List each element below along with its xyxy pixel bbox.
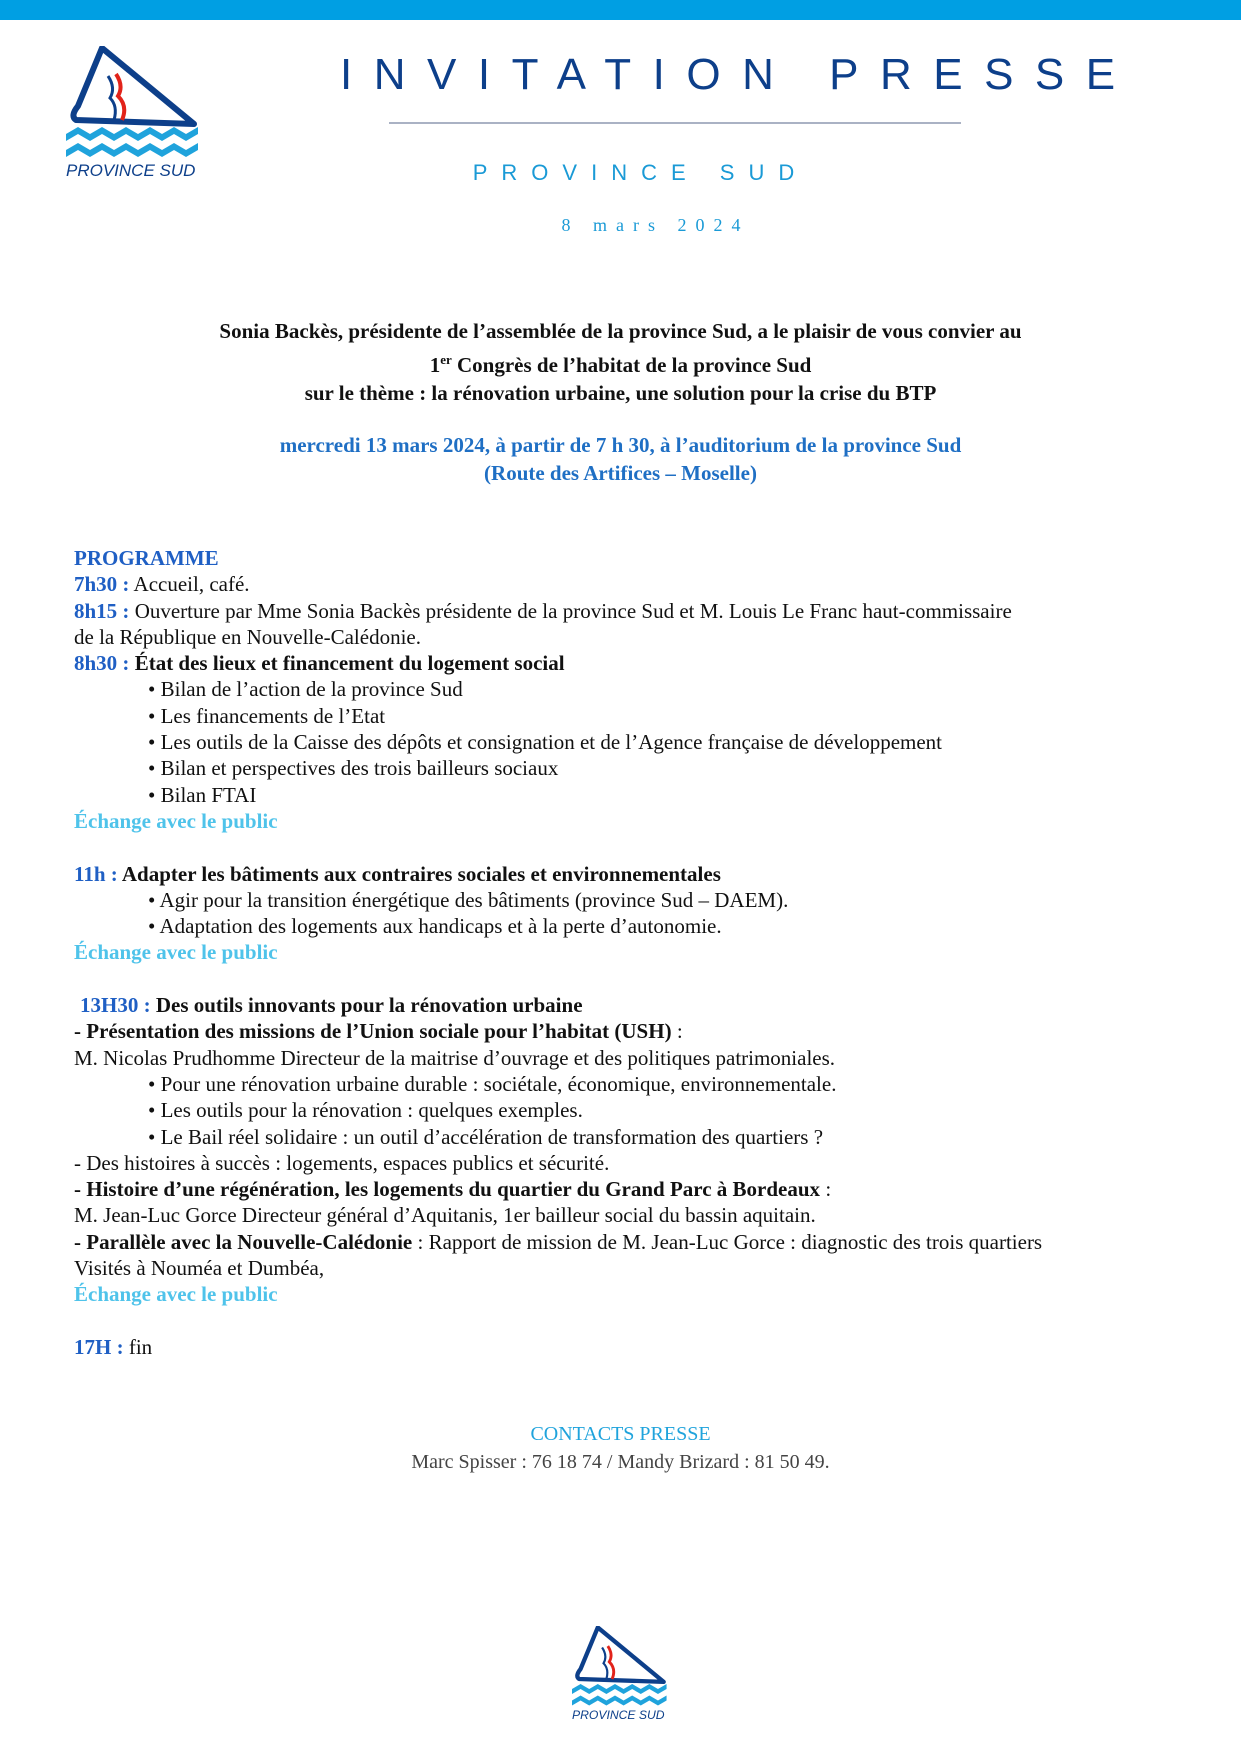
bullet: • Adaptation des logements aux handicaps et à la perte d’autonomie. [148, 914, 722, 939]
contacts-people: Marc Spisser : 76 18 74 / Mandy Brizard : 81 50 49. [411, 1451, 830, 1473]
programme-heading: PROGRAMME [74, 546, 219, 570]
bullet: • Agir pour la transition énergétique des bâtiments (province Sud – DAEM). [148, 887, 789, 912]
event-datetime: mercredi 13 mars 2024, à partir de 7 h 30, à l’auditorium de la province Sud [279, 433, 962, 457]
bullet: • Les outils pour la rénovation : quelques exemples. [148, 1098, 583, 1123]
event-location [0, 431, 1241, 487]
press-contacts [0, 1420, 1241, 1476]
programme-text: - Présentation des missions de l’Union sociale pour l’habitat (USH) : [74, 1019, 683, 1044]
top-color-bar [0, 0, 1241, 20]
event-address: (Route des Artifices – Moselle) [484, 461, 757, 485]
programme-text: M. Jean-Luc Gorce Directeur général d’Aquitanis, 1er bailleur social du bassin aquitain. [74, 1203, 816, 1228]
bullet: • Bilan de l’action de la province Sud [148, 677, 463, 702]
contacts-heading: CONTACTS PRESSE [530, 1423, 711, 1445]
bullet: • Les outils de la Caisse des dépôts et consignation et de l’Agence française de développement [148, 730, 943, 755]
subtitle: PROVINCE SUD [472, 160, 809, 185]
invitation-intro [0, 317, 1241, 408]
intro-line: sur le thème : la rénovation urbaine, une solution pour la crise du BTP [304, 381, 937, 405]
bullet: • Pour une rénovation urbaine durable : sociétale, économique, environnementale. [148, 1071, 837, 1096]
programme-item: 8h30 : État des lieux et financement du logement social [74, 651, 565, 676]
bullet: • Le Bail réel solidaire : un outil d’accélération de transformation des quartiers ? [148, 1124, 824, 1149]
intro-line: Sonia Backès, présidente de l’assemblée de la province Sud, a le plaisir de vous convier au [219, 319, 1022, 343]
programme-text: M. Nicolas Prudhomme Directeur de la maitrise d’ouvrage et des politiques patrimoniales. [74, 1045, 836, 1070]
intro-line: 1er Congrès de l’habitat de la province Sud [429, 351, 812, 377]
bullet: • Les financements de l’Etat [148, 703, 386, 728]
bullet: • Bilan et perspectives des trois bailleurs sociaux [148, 756, 559, 781]
exchange-public: Échange avec le public [74, 1282, 278, 1307]
bullet: • Bilan FTAI [148, 782, 257, 807]
province-sud-footer-logo [570, 1626, 670, 1722]
programme [74, 545, 1184, 1360]
programme-item: 8h15 : Ouverture par Mme Sonia Backès présidente de la province Sud et M. Louis Le Franc haut-commissaire [74, 598, 1012, 623]
document-date: 8 mars 2024 [561, 215, 750, 235]
programme-text: - Parallèle avec la Nouvelle-Calédonie : Rapport de mission de M. Jean-Luc Gorce : diagnostic des trois quartiers [74, 1229, 1043, 1254]
programme-text: - Histoire d’une régénération, les logements du quartier du Grand Parc à Bordeaux : [74, 1177, 832, 1202]
programme-item: 13H30 : Des outils innovants pour la rénovation urbaine [80, 993, 583, 1018]
programme-text: - Des histoires à succès : logements, espaces publics et sécurité. [74, 1150, 610, 1175]
exchange-public: Échange avec le public [74, 808, 278, 833]
page-title: INVITATION PRESSE [340, 50, 1137, 99]
exchange-public: Échange avec le public [74, 940, 278, 965]
programme-item: 17H : fin [74, 1334, 153, 1359]
programme-item: 7h30 : Accueil, café. [74, 572, 250, 597]
programme-text: Visités à Nouméa et Dumbéa, [74, 1256, 325, 1281]
svg-text:PROVINCE SUD: PROVINCE SUD [66, 161, 196, 180]
programme-text: de la République en Nouvelle-Calédonie. [74, 624, 421, 649]
programme-item: 11h : Adapter les bâtiments aux contraires sociales et environnementales [74, 861, 721, 886]
svg-text:PROVINCE SUD: PROVINCE SUD [572, 1708, 665, 1722]
title-divider [389, 122, 961, 124]
